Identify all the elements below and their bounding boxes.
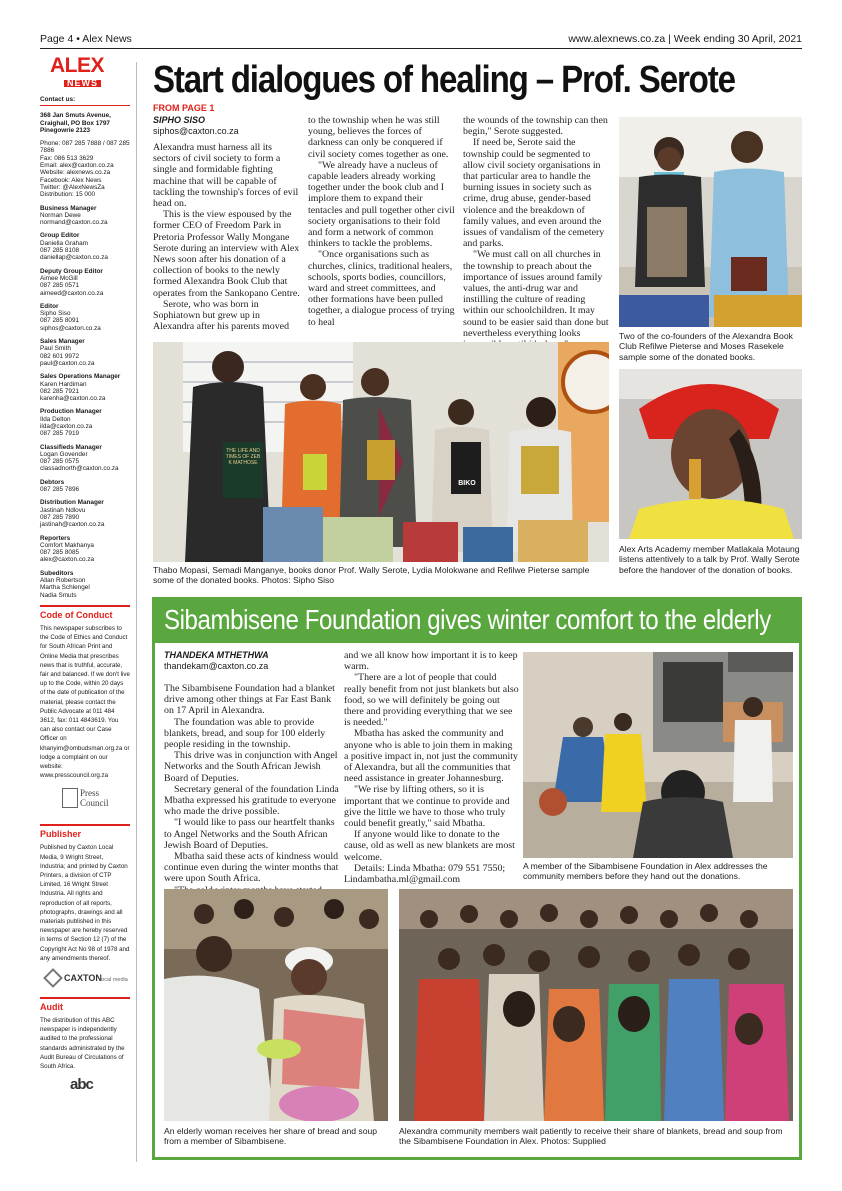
paragraph: If anyone would like to donate to the cause, old as well as new blankets are most welcome.: [344, 829, 515, 863]
paragraph: If need be, Serote said the township could be segmented to allow civil society organisations in that particular area to handle the burning issues in society such as crime, drug abuse, gender-based violence and the breakdown of family values, and even around the issues of vandalism of the cemetery and parks.: [463, 137, 605, 250]
photo-book-donation-group: [153, 342, 609, 562]
article-headline: Start dialogues of healing – Prof. Serote: [153, 59, 735, 101]
article2-column-1: [164, 683, 342, 896]
photo-image: [164, 889, 388, 1121]
staff-detail: Logan Govender 087 285 0575 classadnorth@caxton.co.za: [40, 450, 119, 473]
paragraph: Alexandra must harness all its sectors of civil society to form a single and formidable fighting machine that will be capable of tackling the township's forces of evil head on.: [153, 142, 299, 210]
caption-community-waiting: Alexandra community members wait patiently to receive their share of blankets, bread and soup from the Sibambisene Foundation in Alex. Photos: Supplied: [399, 1126, 783, 1147]
staff-role: Deputy Group Editor: [40, 267, 103, 275]
staff-entry: [40, 408, 130, 437]
staff-role: Sales Manager: [40, 338, 85, 346]
book-cover-title: THE LIFE AND TIMES OF ZEB K MATHOSE: [225, 448, 261, 466]
contact-label: Contact us:: [40, 96, 130, 106]
staff-detail: Karen Hardiman 082 285 7921 karenha@caxton.co.za: [40, 380, 106, 403]
page-dateline: www.alexnews.co.za | Week ending 30 April, 2021: [568, 33, 802, 45]
photo-foundation-address: [523, 652, 793, 858]
photo-book-club-founders: [619, 117, 802, 327]
staff-role: Subeditors: [40, 569, 74, 577]
divider: [40, 824, 130, 826]
caxton-subtext: local media: [100, 977, 128, 984]
paragraph: Details: Linda Mbatha: 079 551 7550; Lindambatha.ml@gmail.com: [344, 862, 506, 886]
staff-detail: Sipho Siso 087 285 8091 siphos@caxton.co.za: [40, 310, 101, 332]
photo-arts-academy-member: [619, 369, 802, 539]
staff-role: Debtors: [40, 478, 65, 486]
book-cover-biko: BIKO: [458, 480, 476, 487]
photo-image: [523, 652, 793, 858]
audit-text: The distribution of this ABC newspaper is independently audited to the professional standards administrated by the Audit Bureau of Circulations of South Africa.: [40, 1017, 125, 1071]
staff-detail: Jastinah Ndlovu 087 285 7890 jastinah@caxton.co.za: [40, 506, 105, 529]
audit-title: Audit: [40, 1002, 63, 1013]
staff-role: Business Manager: [40, 204, 97, 212]
paragraph: and we all know how important it is to keep warm.: [344, 650, 518, 673]
byline-email: thandekam@caxton.co.za: [164, 661, 269, 671]
abc-logo: abc: [70, 1076, 93, 1094]
page-folio: Page 4 • Alex News: [40, 33, 132, 45]
logo-news-text: NEWS: [64, 80, 101, 87]
paragraph: Secretary general of the foundation Linda Mbatha expressed his gratitude to everyone who made the drive possible.: [164, 783, 339, 818]
from-page-label: FROM PAGE 1: [153, 103, 215, 113]
press-council-text: Press Council: [80, 788, 109, 809]
photo-image: [619, 369, 802, 539]
staff-detail: Daniella Graham 087 285 8108 daniellap@caxton.co.za: [40, 239, 108, 262]
paragraph: Mbatha said these acts of kindness would continue even during the winter months that were upon South Africa.: [164, 851, 339, 885]
press-council-icon: [62, 788, 78, 808]
contact-details: Phone: 087 285 7888 / 087 285 7886 Fax: 086 513 3629 Email: alex@caxton.co.za Website: alexnews.co.za Facebook: Alex News Twitter: @AlexNewsZa Distribution: 15 000: [40, 140, 130, 199]
staff-role: Distribution Manager: [40, 499, 104, 507]
staff-detail: Comfort Makhanya 087 285 8085 alex@caxton.co.za: [40, 541, 95, 564]
byline-name: SIPHO SISO: [153, 115, 206, 125]
article2-column-2: [344, 650, 519, 885]
paragraph: to the township when he was still young, believes the forces of darkness can only be conquered if civil society comes together as one.: [308, 115, 449, 160]
paragraph: "We already have a nucleus of capable leaders already working together under the book club and I implore them to expand their tentacles and pull together other civil society organisations to their fold and form a network of common thinkers to tackle the problems.: [308, 159, 455, 250]
staff-detail: Ilda Delton ilda@caxton.co.za 087 285 7919: [40, 415, 93, 438]
alex-news-logo: [40, 54, 122, 92]
photo-image: [619, 117, 802, 327]
caption-book-club-founders: Two of the co-founders of the Alexandra Book Club Refilwe Pieterse and Moses Rasekele sample some of the donated books.: [619, 331, 793, 362]
staff-role: Production Manager: [40, 408, 102, 416]
paragraph: Mbatha has asked the community and anyone who is able to join them in making a positive impact in, not just the community of Alexandra, but all the communities that need assistance in greater Johannesburg.: [344, 728, 518, 785]
publisher-title: Publisher: [40, 829, 82, 840]
staff-role: Classifieds Manager: [40, 443, 102, 451]
staff-entry: [40, 268, 130, 297]
divider: [40, 605, 130, 607]
staff-entry: [40, 479, 130, 494]
photo-elderly-woman-receives: [164, 889, 388, 1121]
article1-column-1: [153, 142, 301, 332]
article-byline: [153, 115, 303, 137]
staff-entry: [40, 338, 130, 367]
caption-foundation-address: A member of the Sibambisene Foundation in Alex addresses the community members before they hand out the donations.: [523, 861, 768, 882]
sidebar-divider: [136, 62, 137, 1162]
article1-column-2: [308, 115, 456, 328]
paragraph: This drive was in conjunction with Angel Networks and the South African Jewish Board of Deputies.: [164, 750, 338, 784]
address: 368 Jan Smuts Avenue, Craighall, PO Box 1797 Pinegowrie 2123: [40, 112, 111, 134]
logo-alex-text: ALEX: [50, 54, 105, 77]
staff-detail: Allan Robertson Martha Schlengel Nadia Smuts: [40, 577, 90, 599]
staff-role: Editor: [40, 302, 59, 310]
paragraph: "There are a lot of people that could really benefit from not just blankets but also food, so we will definitely be going out there and providing everything that we see is needed.": [344, 672, 519, 729]
code-of-conduct-title: Code of Conduct: [40, 609, 113, 620]
paragraph: "I would like to pass our heartfelt thanks to Angel Networks and the South African Jewish Board of Deputies.: [164, 817, 335, 851]
publisher-text: Published by Caxton Local Media, 9 Wright Street, Industria; and printed by Caxton Printers, a division of CTP Limited, 16 Wright Street Industria. All rights and reproduction of all reports, photographs, drawings and all materials published in this newspaper are hereby reserved in terms of Section 12 (7) of the Copyright Act No 98 of 1978 and any amendments thereof.: [40, 844, 130, 962]
staff-detail: Paul Smith 082 601 9972 paul@caxton.co.za: [40, 345, 95, 367]
staff-detail: 087 285 7896: [40, 486, 80, 494]
staff-role: Sales Operations Manager: [40, 373, 121, 381]
caption-elderly-woman: An elderly woman receives her share of bread and soup from a member of Sibambisene.: [164, 1126, 378, 1147]
article1-column-3: [463, 115, 611, 350]
photo-image: [399, 889, 793, 1121]
staff-entry: [40, 444, 130, 473]
staff-role: Reporters: [40, 534, 71, 542]
sibambisene-headline-banner: [152, 597, 802, 643]
staff-entry: [40, 499, 130, 528]
paragraph: The foundation was able to provide blankets, bread, and soup for 100 elderly people residing in the township.: [164, 716, 326, 751]
photo-community-waiting: [399, 889, 793, 1121]
staff-role: Group Editor: [40, 232, 80, 240]
caxton-logo: [40, 969, 130, 989]
staff-list: [40, 205, 130, 599]
paragraph: Serote, who was born in Sophiatown but grew up in Alexandra after his parents moved: [153, 298, 290, 333]
caption-book-donation-group: Thabo Mopasi, Semadi Manganye, books donor Prof. Wally Serote, Lydia Molokwane and Refilwe Pieterse sample some of the donated books. Photos: Sipho Siso: [153, 565, 590, 586]
caption-arts-academy-member: Alex Arts Academy member Matlakala Motaung listens attentively to a talk by Prof. Wally Serote before the handover of the donation of books.: [619, 544, 800, 575]
caxton-text: CAXTON: [64, 973, 102, 984]
photo-image: [153, 342, 609, 562]
paragraph: "We rise by lifting others, so it is important that we continue to provide and give the little we have to those who truly could benefit greatly," said Mbatha.: [344, 784, 510, 830]
staff-entry: [40, 570, 130, 599]
sibambisene-headline: Sibambisene Foundation gives winter comfort to the elderly: [164, 604, 771, 635]
staff-entry: [40, 373, 130, 402]
divider: [40, 997, 130, 999]
staff-entry: [40, 205, 130, 227]
masthead-sidebar: [40, 54, 130, 1094]
paragraph: the wounds of the township can then begin," Serote suggested.: [463, 115, 608, 138]
header-divider: [40, 48, 802, 49]
press-council-logo: [62, 788, 130, 812]
paragraph: This is the view espoused by the former CEO of Freedom Park in Pretoria Professor Wally Mongane Serote during an interview with Alex News soon after his donation of a collection of books to the newly formed Alexandra Book Club that operates from the Sankopano Centre.: [153, 209, 300, 299]
byline-name: THANDEKA MTHETHWA: [164, 650, 269, 660]
staff-detail: Aimee McGill 087 285 0571 aimeed@caxton.co.za: [40, 274, 104, 297]
paragraph: "Once organisations such as churches, clinics, traditional healers, schools, sports bodies, councillors, ward and street committees, and other formations have been pulled together, a dialogue process of trying to heal: [308, 249, 455, 328]
paragraph: The Sibambisene Foundation had a blanket drive among other things at Far East Bank on 17 April in Alexandra.: [164, 683, 335, 717]
staff-detail: Norman Dewe normand@caxton.co.za: [40, 211, 108, 227]
staff-entry: [40, 535, 130, 564]
code-of-conduct-text: This newspaper subscribes to the Code of Ethics and Conduct for South African Print and Online Media that prescribes news that is truthful, accurate, fair and balanced. If we don't live up to the Code, within 20 days of the date of publication of the material, please contact the Public Advocate at 011 484 3612, fax: 011 4843619. You can also contact our Case Officer on khanyim@ombudsman.org.za or lodge a complaint on our website: www.presscouncil.org.za: [40, 624, 130, 780]
caxton-icon: [43, 968, 63, 988]
article2-byline: [164, 650, 364, 672]
staff-entry: [40, 232, 130, 261]
byline-email: siphos@caxton.co.za: [153, 126, 239, 136]
staff-entry: [40, 303, 130, 332]
paragraph: "We must call on all churches in the township to preach about the importance of issues around family values, the anti-drug war and instilling the culture of reading within our schoolchildren. It may sound to be easier said than done but nevertheless everything looks: [463, 249, 609, 339]
